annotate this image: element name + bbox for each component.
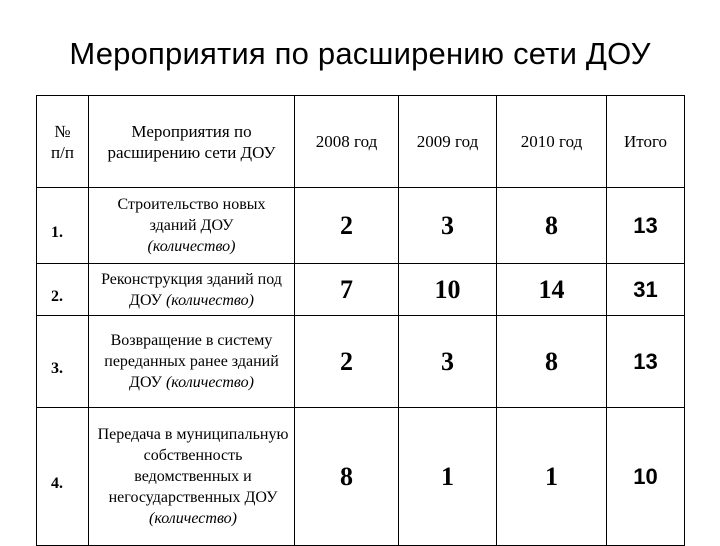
value-total: 31 (607, 264, 685, 316)
value-2010: 1 (497, 408, 607, 546)
event-name-cell (89, 316, 295, 408)
value-2008: 7 (295, 264, 399, 316)
event-name-cell (89, 408, 295, 546)
event-name-cell (89, 188, 295, 264)
header-event-label: Мероприятия по расширению сети ДОУ (107, 121, 276, 162)
value-2009: 1 (399, 408, 497, 546)
value-total: 13 (607, 188, 685, 264)
table-row (37, 316, 685, 408)
header-2009: 2009 год (399, 96, 497, 188)
event-name-wrap (94, 269, 290, 311)
event-name: Возвращение в систему переданных ранее зданий ДОУ (104, 332, 279, 391)
row-number: 3. (37, 316, 89, 408)
event-unit: (количество) (165, 291, 254, 309)
event-unit: (количество) (147, 238, 236, 255)
event-name-wrap (93, 424, 293, 529)
value-total: 10 (607, 408, 685, 546)
value-2008: 8 (295, 408, 399, 546)
row-number: 1. (37, 188, 89, 264)
value-2008: 2 (295, 188, 399, 264)
value-2008: 2 (295, 316, 399, 408)
table-row (37, 408, 685, 546)
event-name: Реконструкция зданий под ДОУ (101, 270, 282, 309)
table-header-row (37, 96, 685, 188)
value-total: 13 (607, 316, 685, 408)
event-name-wrap (107, 194, 277, 257)
row-number: 4. (37, 408, 89, 546)
page-title: Мероприятия по расширению сети ДОУ (69, 36, 651, 71)
row-number: 2. (37, 264, 89, 316)
value-2009: 3 (399, 188, 497, 264)
value-2010: 8 (497, 188, 607, 264)
header-num (37, 96, 89, 188)
event-name: Строительство новых зданий ДОУ (117, 196, 266, 234)
value-2009: 10 (399, 264, 497, 316)
event-name: Передача в муниципальную собственность ведомственных и негосударственных ДОУ (97, 426, 289, 506)
table-row (37, 188, 685, 264)
event-name-wrap (94, 330, 290, 393)
value-2010: 14 (497, 264, 607, 316)
value-2009: 3 (399, 316, 497, 408)
header-2010: 2010 год (497, 96, 607, 188)
event-name-cell (89, 264, 295, 316)
event-unit: (количество) (165, 374, 254, 391)
table-row (37, 264, 685, 316)
header-event (89, 96, 295, 188)
value-2010: 8 (497, 316, 607, 408)
events-table (36, 95, 685, 546)
header-num-label: № п/п (51, 121, 74, 162)
header-total: Итого (607, 96, 685, 188)
event-unit: (количество) (148, 510, 238, 527)
header-2008: 2008 год (295, 96, 399, 188)
